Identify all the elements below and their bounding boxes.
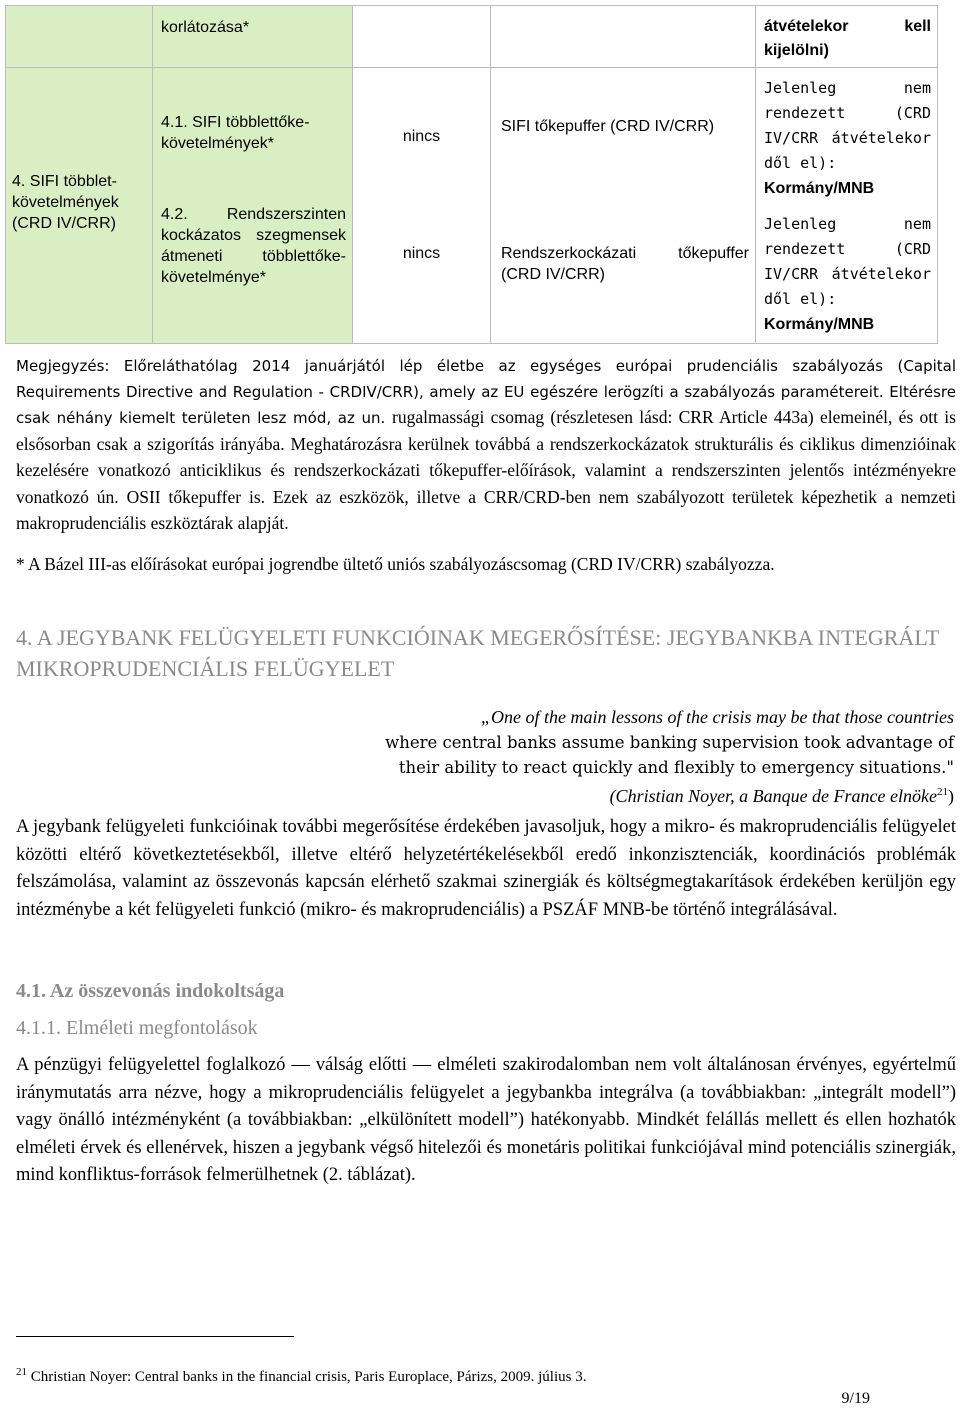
quote-line-1: „One of the main lessons of the crisis may be that those countries — [481, 707, 954, 727]
row-authority-text-2: Jelenleg nem rendezett (CRD IV/CRR átvételekor dől el): — [764, 215, 931, 308]
table-row — [6, 6, 938, 68]
quote — [334, 705, 954, 809]
korlatozasa-text: korlátozása* — [161, 19, 250, 36]
page-number: 9/19 — [841, 1390, 870, 1407]
paragraph-integration: A jegybank felügyeleti funkcióinak további megerősítése érdekében javasoljuk, hogy a mikro- és makroprudenciális felügyelet közötti eltérő következtetésekből, illetve eltérő helyzetértékelésekből eredő inkonzisztenciák, koordinációs problémák felszámolása, valamint az összevonás kapcsán elérhető szakmai szinergiák és költségmegtakarítások érdekében kerüljön egy intézménybe a két felügyeleti funkció (mikro- és makroprudenciális) a PSZÁF MNB-be történő integrálásával. — [16, 817, 956, 920]
instrument-cell — [491, 68, 756, 344]
quote-line-3: their ability to react quickly and flexibly to emergency situations." — [398, 758, 954, 777]
table-row — [6, 68, 938, 344]
authority-cell — [756, 68, 938, 344]
footnote-ref[interactable]: 21 — [937, 786, 948, 798]
footnote — [16, 1361, 586, 1388]
footnote-number: 21 — [16, 1366, 27, 1378]
item-cell-top — [153, 6, 353, 68]
row-instrument-1: SIFI tőkepuffer (CRD IV/CRR) — [501, 118, 715, 135]
authority-cell-top: átvételekor kell kijelölni) — [756, 6, 938, 68]
item-cell — [153, 68, 353, 344]
row-authority-2: Kormány/MNB — [764, 316, 875, 333]
quote-attribution: (Christian Noyer, a Banque de France elnöke$^{21}$) — [609, 786, 954, 806]
status-cell — [353, 68, 491, 344]
table-note: Megjegyzés: Előreláthatólag 2014 januárjától lép életbe az egységes európai prudenciális szabályozás (Capital Requirements Directive and Regulation - CRDIV/CRR), amely az EU egészére lerögzíti a szabályozás paramétereit. Eltérésre csak néhány kiemelt területen lesz mód, az un. rugalmassági csomag (részletesen lásd: CRR Article 443a) elemeinél, és ott is elsősorban csak a szigorítás irányába. Meghatározásra kerülnek továbbá a rendszerkockázatok strukturális és ciklikus dimenzióinak kezelésére vonatkozó anticiklikus és rendszerkockázati tőkepuffer-előírások, valamint a rendszerszinten jelentős intézményekre vonatkozó ún. OSII tőkepuffer is. Ezek az eszközök, illetve a CRR/CRD-ben nem szabályozott területek képezhetik a nemzeti makroprudenciális eszköztárak alapját. — [16, 357, 956, 533]
row-status-2: nincs — [402, 245, 441, 262]
row-authority-text-1: Jelenleg nem rendezett (CRD IV/CRR átvételekor dől el): — [764, 79, 931, 172]
subheading-4-1-1: 4.1.1. Elméleti megfontolások — [16, 1017, 258, 1039]
footnote-text: Christian Noyer: Central banks in the financial crisis, Paris Europlace, Párizs, 2009. július 3. — [30, 1369, 587, 1385]
instrument-table — [5, 5, 938, 344]
paragraph-theory: A pénzügyi felügyelettel foglalkozó ― válság előtti ― elméleti szakirodalomban nem volt általánosan érvényes, egyértelmű iránymutatás arra nézve, hogy a mikroprudenciális felügyelet a jegybankba integrálva (a továbbiakban: „integrált modell”) vagy önálló intézményként (a továbbiakban: „elkülönített modell”) hatékonyabb. Mindkét felállás mellett és ellen hozhatók elméleti érvek és ellenérvek, hiszen a jegybank végső hitelezői és monetáris politikai funkciójával mind potenciális szinergiák, mind konfliktus-források felmerülhetnek (2. táblázat). — [16, 1055, 956, 1185]
row-status-1: nincs — [402, 128, 441, 145]
row-item-2: 4.2. Rendszerszinten kockázatos szegmensek átmeneti többlettőke-követelménye* — [161, 206, 346, 286]
quote-line-2: where central banks assume banking supervision took advantage of — [385, 733, 954, 752]
footnote-separator — [16, 1336, 294, 1337]
row-instrument-2: Rendszerkockázati tőkepuffer (CRD IV/CRR) — [501, 245, 749, 283]
category-cell — [6, 68, 153, 344]
category-cell-top — [6, 6, 153, 68]
section-heading: 4. A JEGYBANK FELÜGYELETI FUNKCIÓINAK MEGERŐSÍTÉSE: JEGYBANKBA INTEGRÁLT MIKROPRUDENCIÁLIS FELÜGYELET — [16, 625, 939, 681]
row-item-1: 4.1. SIFI többlettőke-követelmények* — [161, 114, 310, 152]
row-authority-1: Kormány/MNB — [764, 180, 875, 197]
category-label: 4. SIFI többlet-követelmények (CRD IV/CRR) — [12, 173, 119, 232]
subheading-4-1: 4.1. Az összevonás indokoltsága — [16, 980, 285, 1002]
asterisk-note: * A Bázel III-as előírásokat európai jogrendbe ültető uniós szabályozáscsomag (CRD IV/CRR) szabályozza. — [16, 554, 775, 574]
